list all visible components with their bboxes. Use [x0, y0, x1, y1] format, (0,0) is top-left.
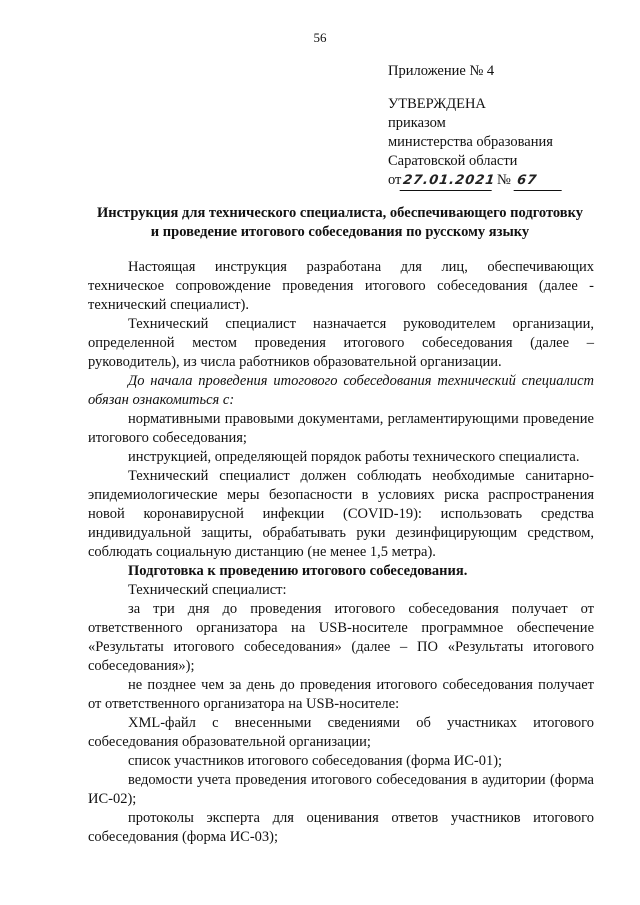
document-body	[88, 258, 594, 847]
document-title: Инструкция для технического специалиста, обеспечивающего подготовку и проведение итогового собеседования по русскому языку	[96, 205, 584, 240]
body-paragraph: за три дня до проведения итогового собеседования получает от ответственного организатора на USB-носителе программное обеспечение «Результаты итогового собеседования» (далее – ПО «Результаты итогового собеседования»);	[88, 601, 594, 674]
ministry-label: министерства образования	[388, 134, 553, 150]
body-paragraph: ведомости учета проведения итогового собеседования в аудитории (форма ИС-02);	[88, 772, 594, 807]
body-paragraph: XML-файл с внесенными сведениями об участниках итогового собеседования образовательной организации;	[88, 715, 594, 750]
body-paragraph: Подготовка к проведению итогового собеседования.	[128, 563, 468, 579]
date-prefix: от	[388, 172, 402, 188]
order-label: приказом	[388, 115, 446, 131]
appendix-label: Приложение № 4	[388, 63, 495, 79]
body-paragraph: протоколы эксперта для оценивания ответов участников итогового собеседования (форма ИС-03);	[88, 810, 594, 845]
approved-label: УТВЕРЖДЕНА	[388, 96, 486, 112]
body-paragraph: Технический специалист:	[128, 582, 287, 598]
body-paragraph: инструкцией, определяющей порядок работы технического специалиста.	[128, 449, 580, 465]
order-date-line	[388, 171, 563, 191]
body-paragraph: не позднее чем за день до проведения итогового собеседования получает от ответственного организатора на USB-носителе:	[88, 677, 594, 712]
number-prefix: №	[497, 172, 511, 188]
body-paragraph: список участников итогового собеседования (форма ИС-01);	[128, 753, 503, 769]
approval-block	[388, 62, 563, 191]
body-paragraph: Технический специалист должен соблюдать необходимые санитарно-эпидемиологические меры безопасности в условиях риска распространения новой коронавирусной инфекции (COVID-19): использовать средства индивидуальной защиты, обрабатывать руки дезинфицирующим средством, соблюдать социальную дистанцию (не менее 1,5 метра).	[88, 468, 594, 560]
handwritten-date: 27.01.2021	[400, 171, 495, 191]
body-paragraph: нормативными правовыми документами, регламентирующими проведение итогового собеседования;	[88, 411, 594, 446]
page-number: 56	[313, 30, 327, 45]
body-paragraph: Настоящая инструкция разработана для лиц, обеспечивающих техническое сопровождение проведения итогового собеседования (далее - технический специалист).	[88, 259, 594, 313]
body-paragraph: До начала проведения итогового собеседования технический специалист обязан ознакомиться с:	[88, 373, 594, 408]
body-paragraph: Технический специалист назначается руководителем организации, определенной местом проведения итогового собеседования (далее – руководитель), из числа работников образовательной организации.	[88, 316, 594, 370]
region-label: Саратовской области	[388, 153, 518, 169]
handwritten-number: 67	[513, 171, 564, 191]
